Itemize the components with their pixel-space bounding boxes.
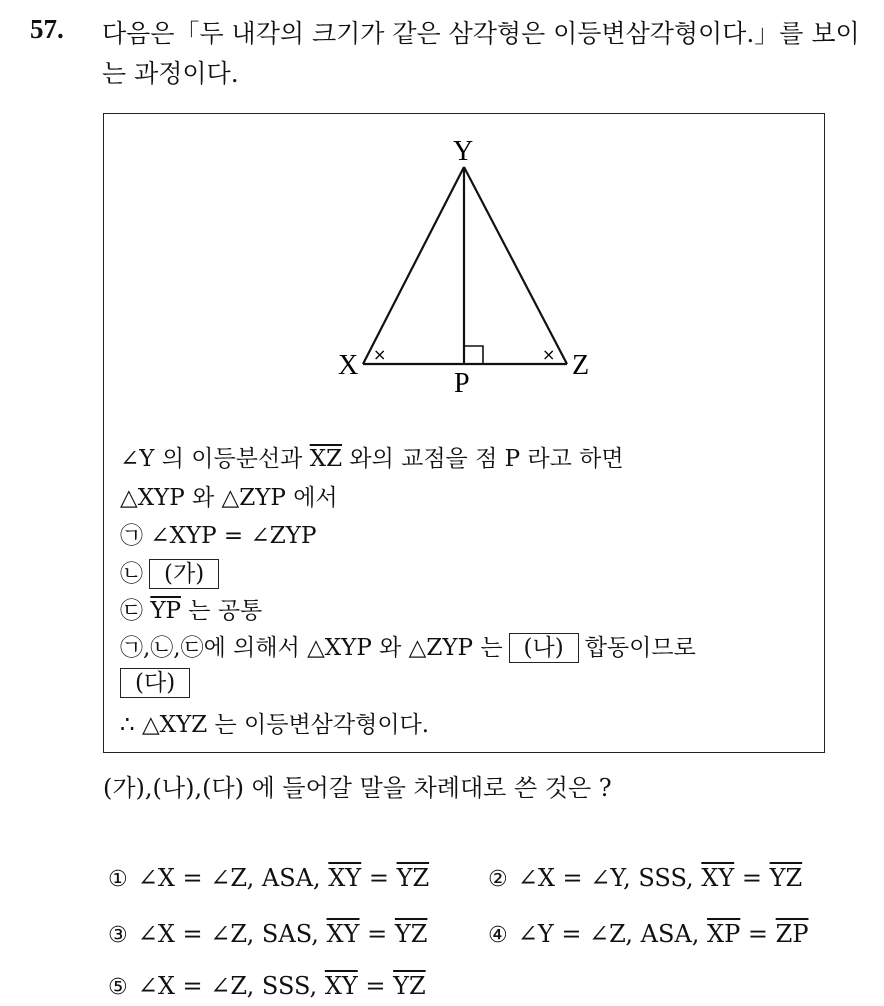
choice-3-seg1: $\overline{XY}$ (326, 920, 360, 948)
choice-4-text: ∠Y = ∠Z, ASA, (517, 920, 708, 948)
choice-2-seg1: $\overline{XY}$ (701, 864, 735, 892)
marker-nieun: ㉡ (120, 561, 143, 587)
proof-line-6-pre: ㉠,㉡,㉢에 의해서 △XYP 와 △ZYP 는 (120, 635, 503, 661)
triangle-figure (0, 0, 884, 420)
right-angle-mark (464, 346, 483, 364)
proof-line-3 (120, 517, 316, 550)
choice-2-marker: ② (488, 867, 508, 892)
segment-yp: $\overline{YP}$ (150, 598, 181, 624)
choice-1-seg1: $\overline{XY}$ (328, 864, 362, 892)
proof-line-3-text: ∠XYP = ∠ZYP (143, 523, 317, 549)
choice-4-seg2: $\overline{ZP}$ (775, 920, 809, 948)
vertex-z-label: Z (572, 350, 590, 381)
question-stem-line1: 다음은「두 내각의 크기가 같은 삼각형은 이등변삼각형이다.」를 보이 (102, 19, 860, 48)
choice-2-seg2: $\overline{YZ}$ (769, 864, 803, 892)
choice-3-eq: = (359, 920, 395, 948)
proof-line-1 (120, 440, 624, 473)
proof-line-6-post: 합동이므로 (584, 635, 696, 661)
proof-line-7 (120, 668, 196, 698)
choice-5-eq: = (357, 972, 394, 1000)
choice-5[interactable] (108, 972, 426, 1000)
vertex-x-label: X (338, 350, 359, 381)
choice-2-text: ∠X = ∠Y, SSS, (517, 864, 702, 892)
proof-line-8: ∴ △XYZ 는 이등변삼각형이다. (120, 712, 430, 738)
choice-5-seg2: $\overline{YZ}$ (393, 972, 426, 1000)
proof-line-5 (120, 592, 262, 625)
choice-1-text: ∠X = ∠Z, ASA, (137, 864, 329, 892)
segment-xz: $\overline{XZ}$ (309, 446, 343, 472)
proof-line-4 (120, 555, 225, 589)
angle-mark-x: × (373, 345, 387, 364)
proof-line-5-post: 는 공통 (180, 598, 263, 624)
proof-line-1-pre: ∠Y 의 이등분선과 (120, 446, 310, 472)
choice-4-eq: = (740, 920, 776, 948)
choice-4[interactable] (488, 920, 808, 948)
angle-mark-z: × (542, 345, 556, 364)
blank-a: (가) (149, 559, 219, 589)
blank-b: (나) (509, 633, 579, 663)
choice-3-text: ∠X = ∠Z, SAS, (137, 920, 327, 948)
side-yz (464, 167, 567, 364)
choice-4-seg1: $\overline{XP}$ (707, 920, 741, 948)
choice-5-seg1: $\overline{XY}$ (324, 972, 358, 1000)
question-prompt: (가),(나),(다) 에 들어갈 말을 차례대로 쓴 것은 ? (103, 774, 612, 802)
choice-5-marker: ⑤ (108, 975, 128, 1000)
vertex-y-label: Y (453, 136, 474, 167)
choice-3-marker: ③ (108, 923, 128, 948)
choice-3[interactable] (108, 920, 427, 948)
blank-c: (다) (120, 668, 190, 698)
choice-1-marker: ① (108, 867, 128, 892)
marker-giyeok: ㉠ (120, 523, 143, 549)
choice-2-eq: = (734, 864, 770, 892)
choice-3-seg2: $\overline{YZ}$ (394, 920, 428, 948)
choice-5-text: ∠X = ∠Z, SSS, (137, 972, 325, 1000)
choice-1-seg2: $\overline{YZ}$ (396, 864, 430, 892)
question-number: 57. (30, 14, 64, 44)
proof-line-6 (120, 629, 696, 663)
choice-1-eq: = (361, 864, 397, 892)
proof-line-2: △XYP 와 △ZYP 에서 (120, 485, 338, 511)
side-xy (363, 167, 464, 364)
proof-line-1-post: 와의 교점을 점 P 라고 하면 (342, 446, 624, 472)
point-p-label: P (454, 368, 470, 399)
choice-1[interactable] (108, 864, 429, 892)
marker-digeut: ㉢ (120, 598, 143, 624)
choice-2[interactable] (488, 864, 802, 892)
question-stem-line2: 는 과정이다. (102, 59, 239, 88)
choice-4-marker: ④ (488, 923, 508, 948)
